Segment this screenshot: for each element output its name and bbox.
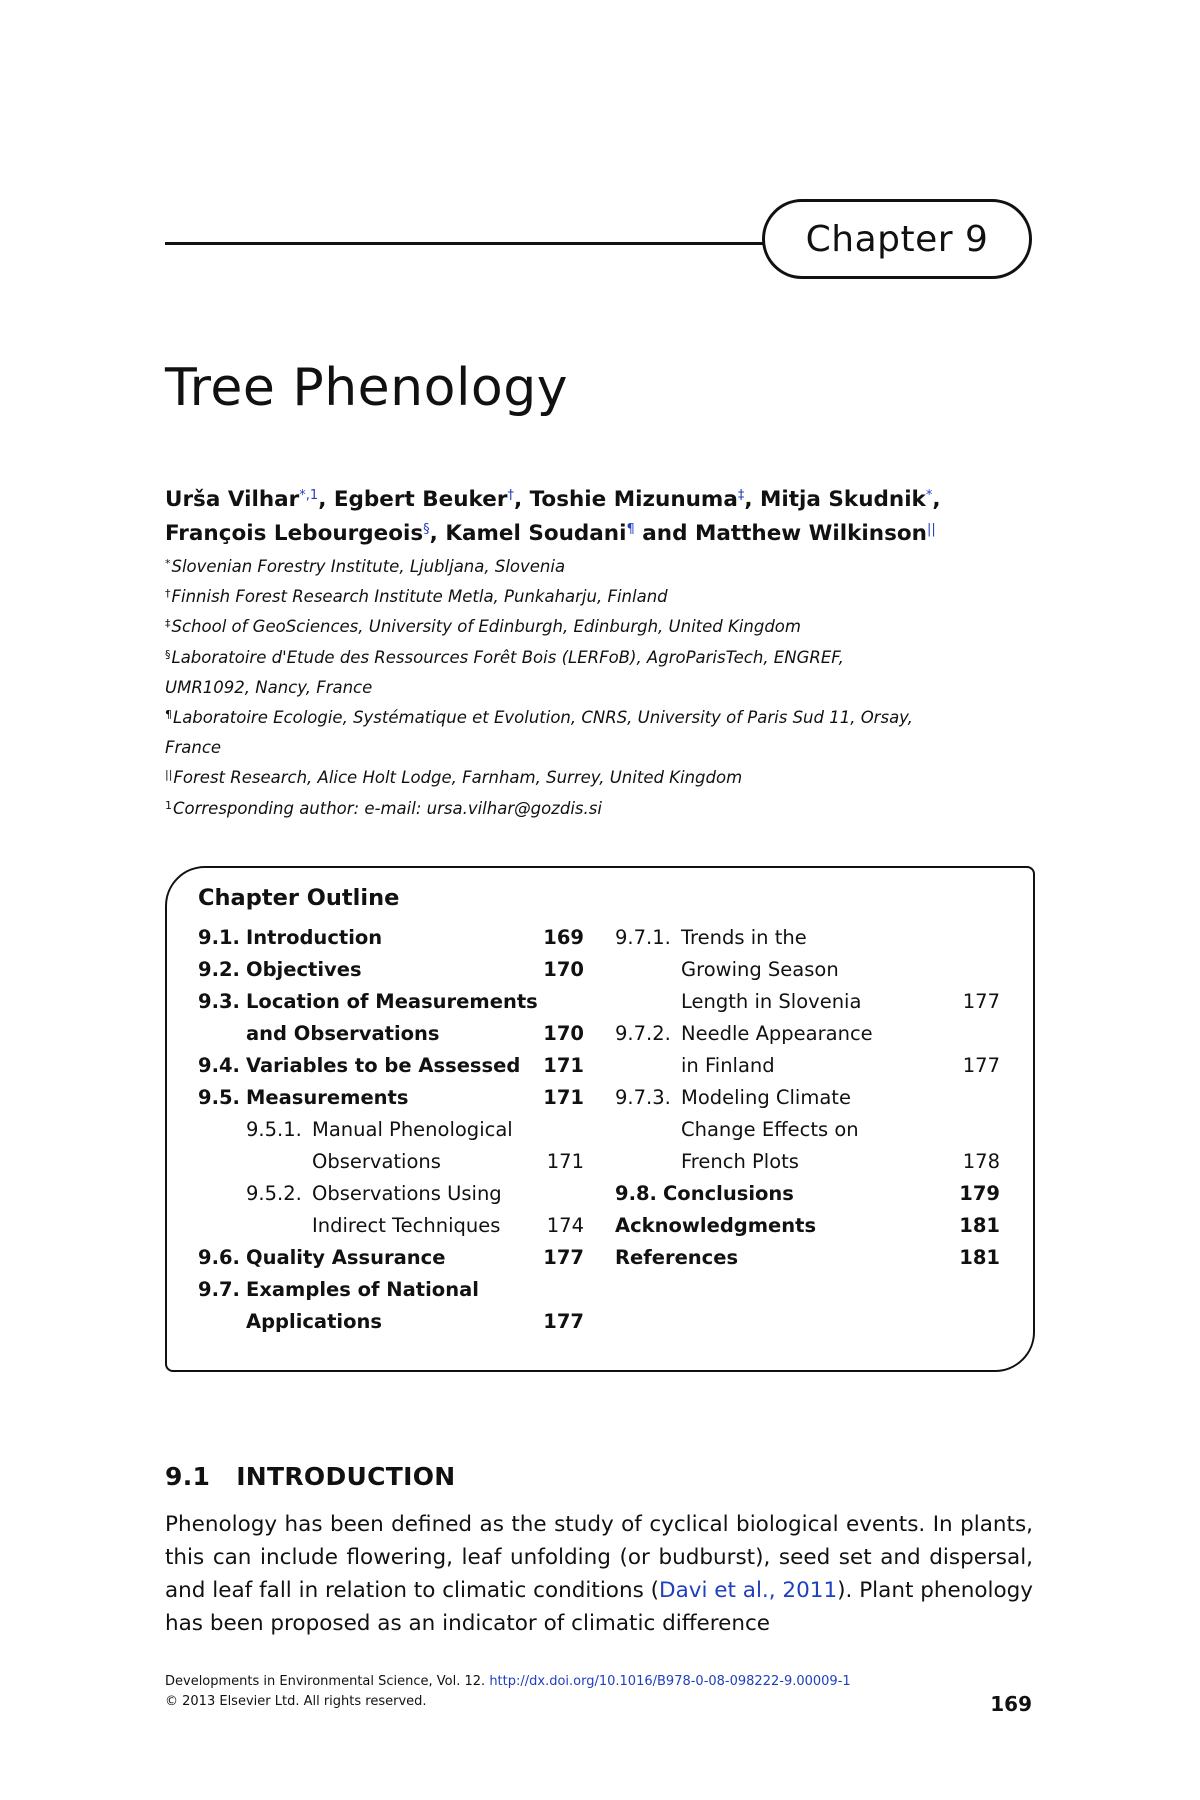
affiliation-line (165, 643, 1045, 673)
outline-entry[interactable] (198, 1018, 584, 1050)
affiliation-line (165, 763, 1045, 793)
outline-entry[interactable] (615, 954, 1000, 986)
affiliation-line (165, 733, 1045, 763)
outline-entry-number: 9.4. (198, 1054, 240, 1077)
outline-column-left (198, 922, 584, 1338)
outline-entry[interactable] (198, 1050, 584, 1082)
outline-entry-title: Location of Measurements (246, 990, 538, 1013)
affiliation-line (165, 612, 1045, 642)
outline-entry[interactable] (198, 1210, 584, 1242)
outline-entry-title: Trends in the (681, 926, 807, 949)
outline-entry-page: 181 (959, 1214, 1000, 1237)
outline-entry-title: and Observations (246, 1022, 440, 1045)
affiliation-line (165, 552, 1045, 582)
author-name: François Lebourgeois (165, 521, 424, 546)
outline-entry[interactable] (615, 1178, 1000, 1210)
author-separator: , (932, 487, 941, 512)
outline-entry-title: French Plots (681, 1150, 799, 1173)
outline-entry-number: 9.7.1. (615, 926, 671, 949)
outline-title: Chapter Outline (198, 885, 400, 911)
affiliation-mark: 1 (165, 798, 172, 812)
author-affiliation-mark[interactable]: † (507, 488, 514, 503)
section-heading (165, 1462, 456, 1491)
affiliation-mark: † (165, 587, 171, 601)
outline-entry-title: Applications (246, 1310, 382, 1333)
author-affiliation-mark[interactable]: ¶ (626, 522, 635, 537)
chapter-rule (165, 242, 765, 245)
outline-entry-number: 9.5. (198, 1086, 240, 1109)
outline-entry-page: 171 (546, 1150, 584, 1173)
affiliation-text: UMR1092, Nancy, France (165, 677, 373, 697)
outline-entry[interactable] (198, 1146, 584, 1178)
outline-entry-number: 9.7. (198, 1278, 240, 1301)
affiliation-list (165, 552, 1045, 824)
affiliation-line (165, 673, 1045, 703)
outline-entry-title: Observations Using (312, 1182, 502, 1205)
outline-entry-number: 9.8. (615, 1182, 657, 1205)
affiliation-text: School of GeoSciences, University of Edinburgh, Edinburgh, United Kingdom (171, 617, 801, 637)
author-affiliation-mark[interactable]: § (423, 522, 430, 537)
affiliation-text: Finnish Forest Research Institute Metla, Punkaharju, Finland (171, 587, 668, 607)
doi-link[interactable]: http://dx.doi.org/10.1016/B978-0-08-098222-9.00009-1 (489, 1674, 851, 1689)
outline-entry-number: 9.6. (198, 1246, 240, 1269)
outline-entry-title: Needle Appearance (681, 1022, 873, 1045)
author-separator: , (513, 487, 530, 512)
outline-entry-page: 178 (962, 1150, 1000, 1173)
outline-entry-title: Growing Season (681, 958, 839, 981)
author-name: Urša Vilhar (165, 487, 300, 512)
outline-entry-number: 9.5.2. (246, 1182, 302, 1205)
section-title: INTRODUCTION (236, 1462, 456, 1491)
outline-entry[interactable] (615, 1082, 1000, 1114)
outline-entry[interactable] (615, 1146, 1000, 1178)
outline-entry-title: Objectives (246, 958, 362, 981)
outline-entry[interactable] (615, 1210, 1000, 1242)
outline-entry-page: 181 (959, 1246, 1000, 1269)
outline-entry[interactable] (198, 1306, 584, 1338)
outline-entry[interactable] (198, 986, 584, 1018)
outline-entry[interactable] (198, 922, 584, 954)
outline-entry[interactable] (198, 1114, 584, 1146)
outline-entry[interactable] (615, 1018, 1000, 1050)
outline-entry-title: Manual Phenological (312, 1118, 513, 1141)
outline-entry[interactable] (198, 1082, 584, 1114)
affiliation-text: Forest Research, Alice Holt Lodge, Farnham, Surrey, United Kingdom (173, 768, 743, 788)
outline-entry-title: Measurements (246, 1086, 409, 1109)
outline-entry[interactable] (615, 1050, 1000, 1082)
author-list (165, 483, 1045, 551)
chapter-label: Chapter 9 (762, 199, 1032, 279)
outline-entry-title: Examples of National (246, 1278, 479, 1301)
outline-entry[interactable] (615, 1242, 1000, 1274)
author-separator: and (634, 521, 695, 546)
outline-entry[interactable] (198, 1274, 584, 1306)
intro-text-start: Phenology has been defined as the study of cyclical biological events. In plants, this can include flowering, leaf unfolding (or budburst), seed set and dispersal, and leaf fall in relation to climatic conditions ( (165, 1512, 1033, 1603)
outline-entry-title: Conclusions (663, 1182, 794, 1205)
author-separator: , (744, 487, 760, 512)
footer-series: Developments in Environmental Science, Vol. 12. (165, 1674, 490, 1689)
affiliation-text: Corresponding author: e-mail: ursa.vilhar@gozdis.si (173, 798, 602, 818)
outline-entry-title: Observations (312, 1150, 441, 1173)
affiliation-line (165, 703, 1045, 733)
author-separator: , (429, 521, 446, 546)
outline-entry[interactable] (198, 1242, 584, 1274)
author-affiliation-mark[interactable]: || (926, 522, 936, 537)
author-name: Kamel Soudani (445, 521, 627, 546)
outline-entry-page: 169 (543, 926, 584, 949)
author-affiliation-mark[interactable]: *,1 (299, 488, 319, 503)
author-name: Toshie Mizunuma (529, 487, 738, 512)
outline-entry-title: Length in Slovenia (681, 990, 862, 1013)
outline-entry-title: Variables to be Assessed (246, 1054, 521, 1077)
author-affiliation-mark[interactable]: ‡ (737, 488, 745, 503)
affiliation-mark: || (165, 768, 173, 782)
affiliation-text: Laboratoire d'Etude des Ressources Forêt Bois (LERFoB), AgroParisTech, ENGREF, (171, 647, 844, 667)
section-number: 9.1 (165, 1462, 211, 1491)
outline-entry-page: 177 (962, 990, 1000, 1013)
outline-entry-number: 9.3. (198, 990, 240, 1013)
outline-entry[interactable] (198, 954, 584, 986)
outline-entry-page: 177 (543, 1246, 584, 1269)
author-affiliation-mark[interactable]: * (925, 488, 933, 503)
outline-entry-page: 174 (546, 1214, 584, 1237)
affiliation-mark: ‡ (165, 617, 171, 631)
citation-link[interactable]: Davi et al., 2011 (659, 1578, 838, 1603)
author-name: Matthew Wilkinson (694, 521, 927, 546)
affiliation-text: Laboratoire Ecologie, Systématique et Evolution, CNRS, University of Paris Sud 11, Orsay, (173, 708, 913, 728)
outline-entry-page: 179 (959, 1182, 1000, 1205)
outline-entry-title: Modeling Climate (681, 1086, 851, 1109)
affiliation-mark: * (165, 557, 171, 570)
intro-paragraph (165, 1508, 1033, 1640)
affiliation-text: Slovenian Forestry Institute, Ljubljana, Slovenia (171, 557, 566, 576)
outline-column-right (615, 922, 1000, 1274)
outline-entry-page: 170 (543, 1022, 584, 1045)
affiliation-line (165, 794, 1045, 824)
affiliation-line (165, 582, 1045, 612)
page-number: 169 (990, 1692, 1032, 1716)
outline-entry-title: Indirect Techniques (312, 1214, 501, 1237)
author-separator: , (318, 487, 334, 512)
outline-entry-page: 171 (543, 1054, 584, 1077)
footer (165, 1672, 851, 1712)
outline-entry-page: 177 (962, 1054, 1000, 1077)
outline-entry-title: Change Effects on (681, 1118, 859, 1141)
outline-entry-page: 177 (543, 1310, 584, 1333)
outline-entry-title: References (615, 1246, 739, 1269)
outline-entry-number: 9.5.1. (246, 1118, 302, 1141)
intro-text-end: ). Plant phenology has been proposed as an indicator of climatic difference (165, 1578, 1034, 1636)
outline-entry[interactable] (198, 1178, 584, 1210)
outline-entry-page: 171 (543, 1086, 584, 1109)
author-name: Mitja Skudnik (760, 487, 926, 512)
outline-entry[interactable] (615, 922, 1000, 954)
affiliation-mark: ¶ (165, 708, 172, 722)
author-name: Egbert Beuker (333, 487, 508, 512)
outline-entry-title: in Finland (681, 1054, 775, 1077)
outline-entry-title: Acknowledgments (615, 1214, 817, 1237)
outline-entry-title: Quality Assurance (246, 1246, 446, 1269)
outline-entry-number: 9.7.3. (615, 1086, 671, 1109)
outline-entry-page: 170 (543, 958, 584, 981)
affiliation-text: France (165, 738, 222, 758)
outline-entry-title: Introduction (246, 926, 383, 949)
outline-entry[interactable] (615, 1114, 1000, 1146)
affiliation-mark: § (165, 647, 171, 661)
chapter-title: Tree Phenology (165, 358, 568, 418)
outline-entry-number: 9.1. (198, 926, 240, 949)
outline-entry[interactable] (615, 986, 1000, 1018)
outline-entry-number: 9.7.2. (615, 1022, 671, 1045)
footer-copyright: © 2013 Elsevier Ltd. All rights reserved. (165, 1694, 427, 1709)
outline-entry-number: 9.2. (198, 958, 240, 981)
